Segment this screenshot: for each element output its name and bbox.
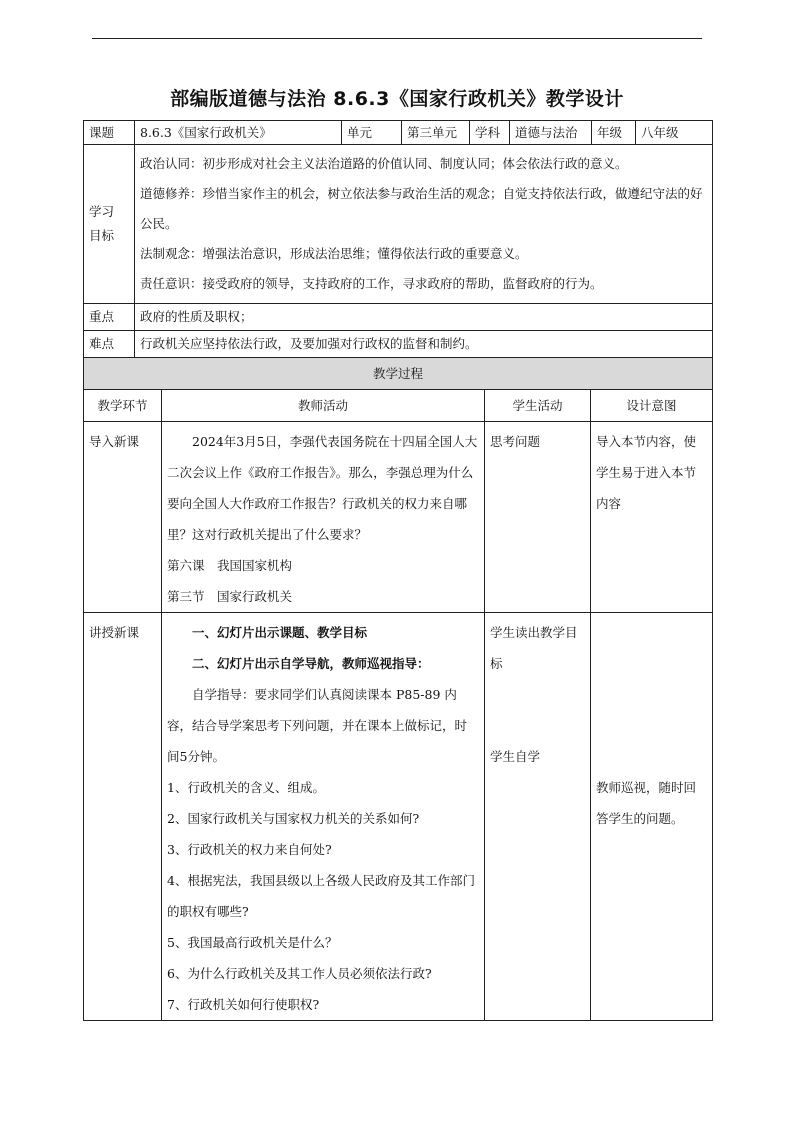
unit-value: 第三单元: [402, 121, 470, 145]
intro-row: [84, 422, 713, 613]
subject-value: 道德与法治: [510, 121, 592, 145]
lecture-student-2: 学生自学: [490, 749, 541, 764]
header-stage: 教学环节: [84, 390, 162, 422]
lecture-heading-1: 一、幻灯片出示课题、教学目标: [192, 625, 368, 640]
key-label: 重点: [84, 304, 135, 331]
question-item: 3、行政机关的权力来自何处?: [167, 842, 332, 857]
question-item: 5、我国最高行政机关是什么？: [167, 935, 338, 950]
question-item: 1、行政机关的含义、组成。: [167, 780, 325, 795]
info-row-topic: [84, 121, 713, 145]
lecture-intent-text: 教师巡视，随时回答学生的问题。: [596, 780, 697, 826]
goal-responsibility: 责任意识：接受政府的领导，支持政府的工作，寻求政府的帮助，监督政府的行为。: [140, 276, 603, 291]
lecture-heading-2: 二、幻灯片出示自学导航，教师巡视指导：: [192, 656, 430, 671]
topic-value: 8.6.3《国家行政机关》: [135, 121, 342, 145]
goal-legal: 法制观念：增强法治意识，形成法治思维；懂得依法行政的重要意义。: [140, 246, 528, 261]
lecture-guide: 自学指导：要求同学们认真阅读课本 P85-89 内容，结合导学案思考下列问题，并在课本上做标记，时间5分钟。: [167, 687, 468, 764]
question-item: 7、行政机关如何行使职权?: [167, 997, 320, 1012]
question-item: 4、根据宪法，我国县级以上各级人民政府及其工作部门的职权有哪些?: [167, 873, 475, 919]
header-student: 学生活动: [485, 390, 591, 422]
intro-teacher: [162, 422, 485, 613]
subject-label: 学科: [470, 121, 510, 145]
lecture-stage: 讲授新课: [84, 613, 162, 1021]
intro-lesson: 第六课 我国国家机构: [167, 558, 293, 573]
difficulty-value: 行政机关应坚持依法行政，及要加强对行政权的监督和制约。: [135, 331, 713, 358]
lecture-row: [84, 613, 713, 1021]
intro-student: 思考问题: [485, 422, 591, 613]
difficulty-label: 难点: [84, 331, 135, 358]
info-table: [83, 120, 713, 358]
goals-label: 学习 目标: [84, 145, 135, 304]
intro-intent: 导入本节内容，使学生易于进入本节内容: [591, 422, 713, 613]
topic-label: 课题: [84, 121, 135, 145]
goal-moral: 道德修养：珍惜当家作主的机会，树立依法参与政治生活的观念；自觉支持依法行政，做遵纪守法的好公民。: [140, 186, 703, 231]
info-row-difficulty: [84, 331, 713, 358]
lecture-teacher: [162, 613, 485, 1021]
process-header-row: [84, 390, 713, 422]
lecture-intent: [591, 613, 713, 1021]
header-teacher: 教师活动: [162, 390, 485, 422]
process-banner: 教学过程: [84, 358, 713, 390]
intro-section: 第三节 国家行政机关: [167, 589, 293, 604]
question-item: 6、为什么行政机关及其工作人员必须依法行政?: [167, 966, 432, 981]
lecture-student: [485, 613, 591, 1021]
grade-label: 年级: [592, 121, 636, 145]
header-rule: [92, 38, 702, 39]
document-title: 部编版道德与法治 8.6.3《国家行政机关》教学设计: [170, 88, 624, 110]
header-intent: 设计意图: [591, 390, 713, 422]
grade-value: 八年级: [636, 121, 713, 145]
info-row-goals: [84, 145, 713, 304]
goal-political: 政治认同：初步形成对社会主义法治道路的价值认同、制度认同；体会依法行政的意义。: [140, 156, 628, 171]
question-item: 2、国家行政机关与国家权力机关的关系如何?: [167, 811, 420, 826]
key-value: 政府的性质及职权；: [135, 304, 713, 331]
info-row-key: [84, 304, 713, 331]
unit-label: 单元: [342, 121, 402, 145]
goals-cell: [135, 145, 713, 304]
intro-paragraph: 2024年3月5日，李强代表国务院在十四届全国人大二次会议上作《政府工作报告》。那么，李强总理为什么要向全国人大作政府工作报告？行政机关的权力来自哪里？这对行政机关提出了什么要求？: [167, 434, 478, 542]
intro-stage: 导入新课: [84, 422, 162, 613]
process-banner-row: [84, 358, 713, 390]
lecture-student-1: 学生读出教学目标: [490, 625, 578, 671]
process-table: [83, 357, 713, 1021]
